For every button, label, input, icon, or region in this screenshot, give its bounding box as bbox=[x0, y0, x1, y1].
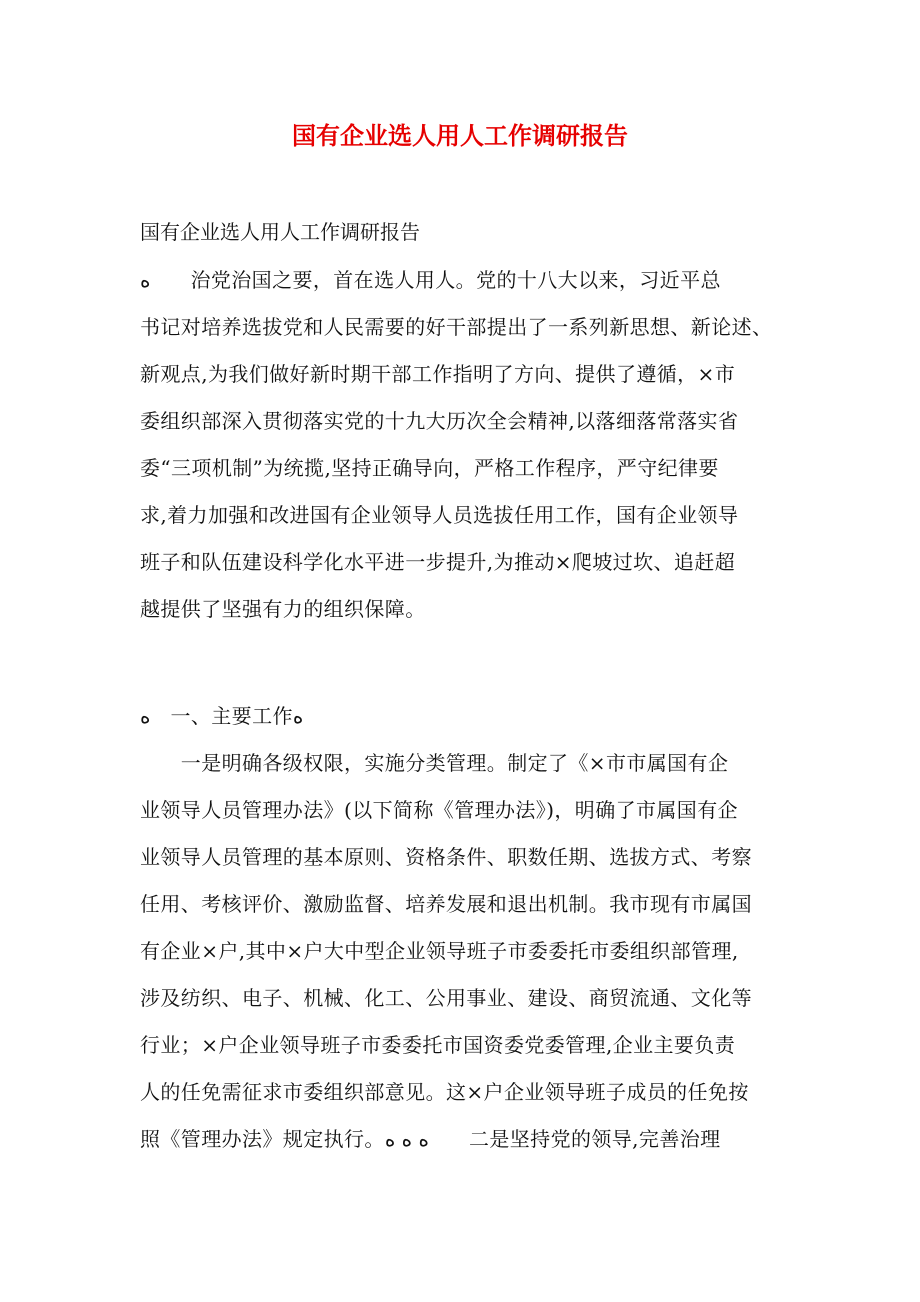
paragraph-1-line-5: 委“三项机制”为统揽,坚持正确导向，严格工作程序，严守纪律要 bbox=[140, 456, 719, 480]
document-subtitle: 国有企业选人用人工作调研报告 bbox=[140, 220, 420, 244]
section-1-heading: ﻩ 一、主要工作ﻩ bbox=[140, 704, 304, 728]
paragraph-2-line-8: 人的任免需征求市委组织部意见。这×户企业领导班子成员的任免按 bbox=[140, 1080, 749, 1104]
paragraph-2-line-9: 照《管理办法》规定执行。ﻩ ﻩ ﻩ 二是坚持党的领导,完善治理 bbox=[140, 1127, 721, 1151]
paragraph-1-line-8: 越提供了坚强有力的组织保障。 bbox=[140, 597, 426, 621]
paragraph-1-line-3: 新观点,为我们做好新时期干部工作指明了方向、提供了遵循，×市 bbox=[140, 362, 736, 386]
paragraph-2-line-3: 业领导人员管理的基本原则、资格条件、职数任期、选拔方式、考察 bbox=[140, 845, 752, 869]
paragraph-2-line-6: 涉及纺织、电子、机械、化工、公用事业、建设、商贸流通、文化等 bbox=[140, 986, 752, 1010]
document-title: 国有企业选人用人工作调研报告 bbox=[292, 121, 628, 150]
paragraph-2-line-4: 任用、考核评价、激励监督、培养发展和退出机制。我市现有市属国 bbox=[140, 892, 752, 916]
paragraph-1-line-7: 班子和队伍建设科学化水平进一步提升,为推动×爬坡过坎、追赶超 bbox=[140, 550, 736, 574]
paragraph-2-line-1: 一是明确各级权限，实施分类管理。制定了《×市市属国有企 bbox=[140, 751, 729, 775]
paragraph-2-line-2: 业领导人员管理办法》(以下简称《管理办法》)，明确了市属国有企 bbox=[140, 798, 739, 822]
paragraph-1-line-2: 书记对培养选拔党和人民需要的好干部提出了一系列新思想、新论述、 bbox=[140, 315, 773, 339]
paragraph-1-line-4: 委组织部深入贯彻落实党的十九大历次全会精神,以落细落常落实省 bbox=[140, 409, 739, 433]
paragraph-1-line-6: 求,着力加强和改进国有企业领导人员选拔任用工作，国有企业领导 bbox=[140, 503, 739, 527]
paragraph-1-line-1: ﻩ 治党治国之要，首在选人用人。党的十八大以来，习近平总 bbox=[140, 268, 721, 292]
paragraph-2-line-5: 有企业×户,其中×户大中型企业领导班子市委委托市委组织部管理, bbox=[140, 939, 739, 963]
paragraph-2-line-7: 行业；×户企业领导班子市委委托市国资委党委管理,企业主要负责 bbox=[140, 1033, 736, 1057]
